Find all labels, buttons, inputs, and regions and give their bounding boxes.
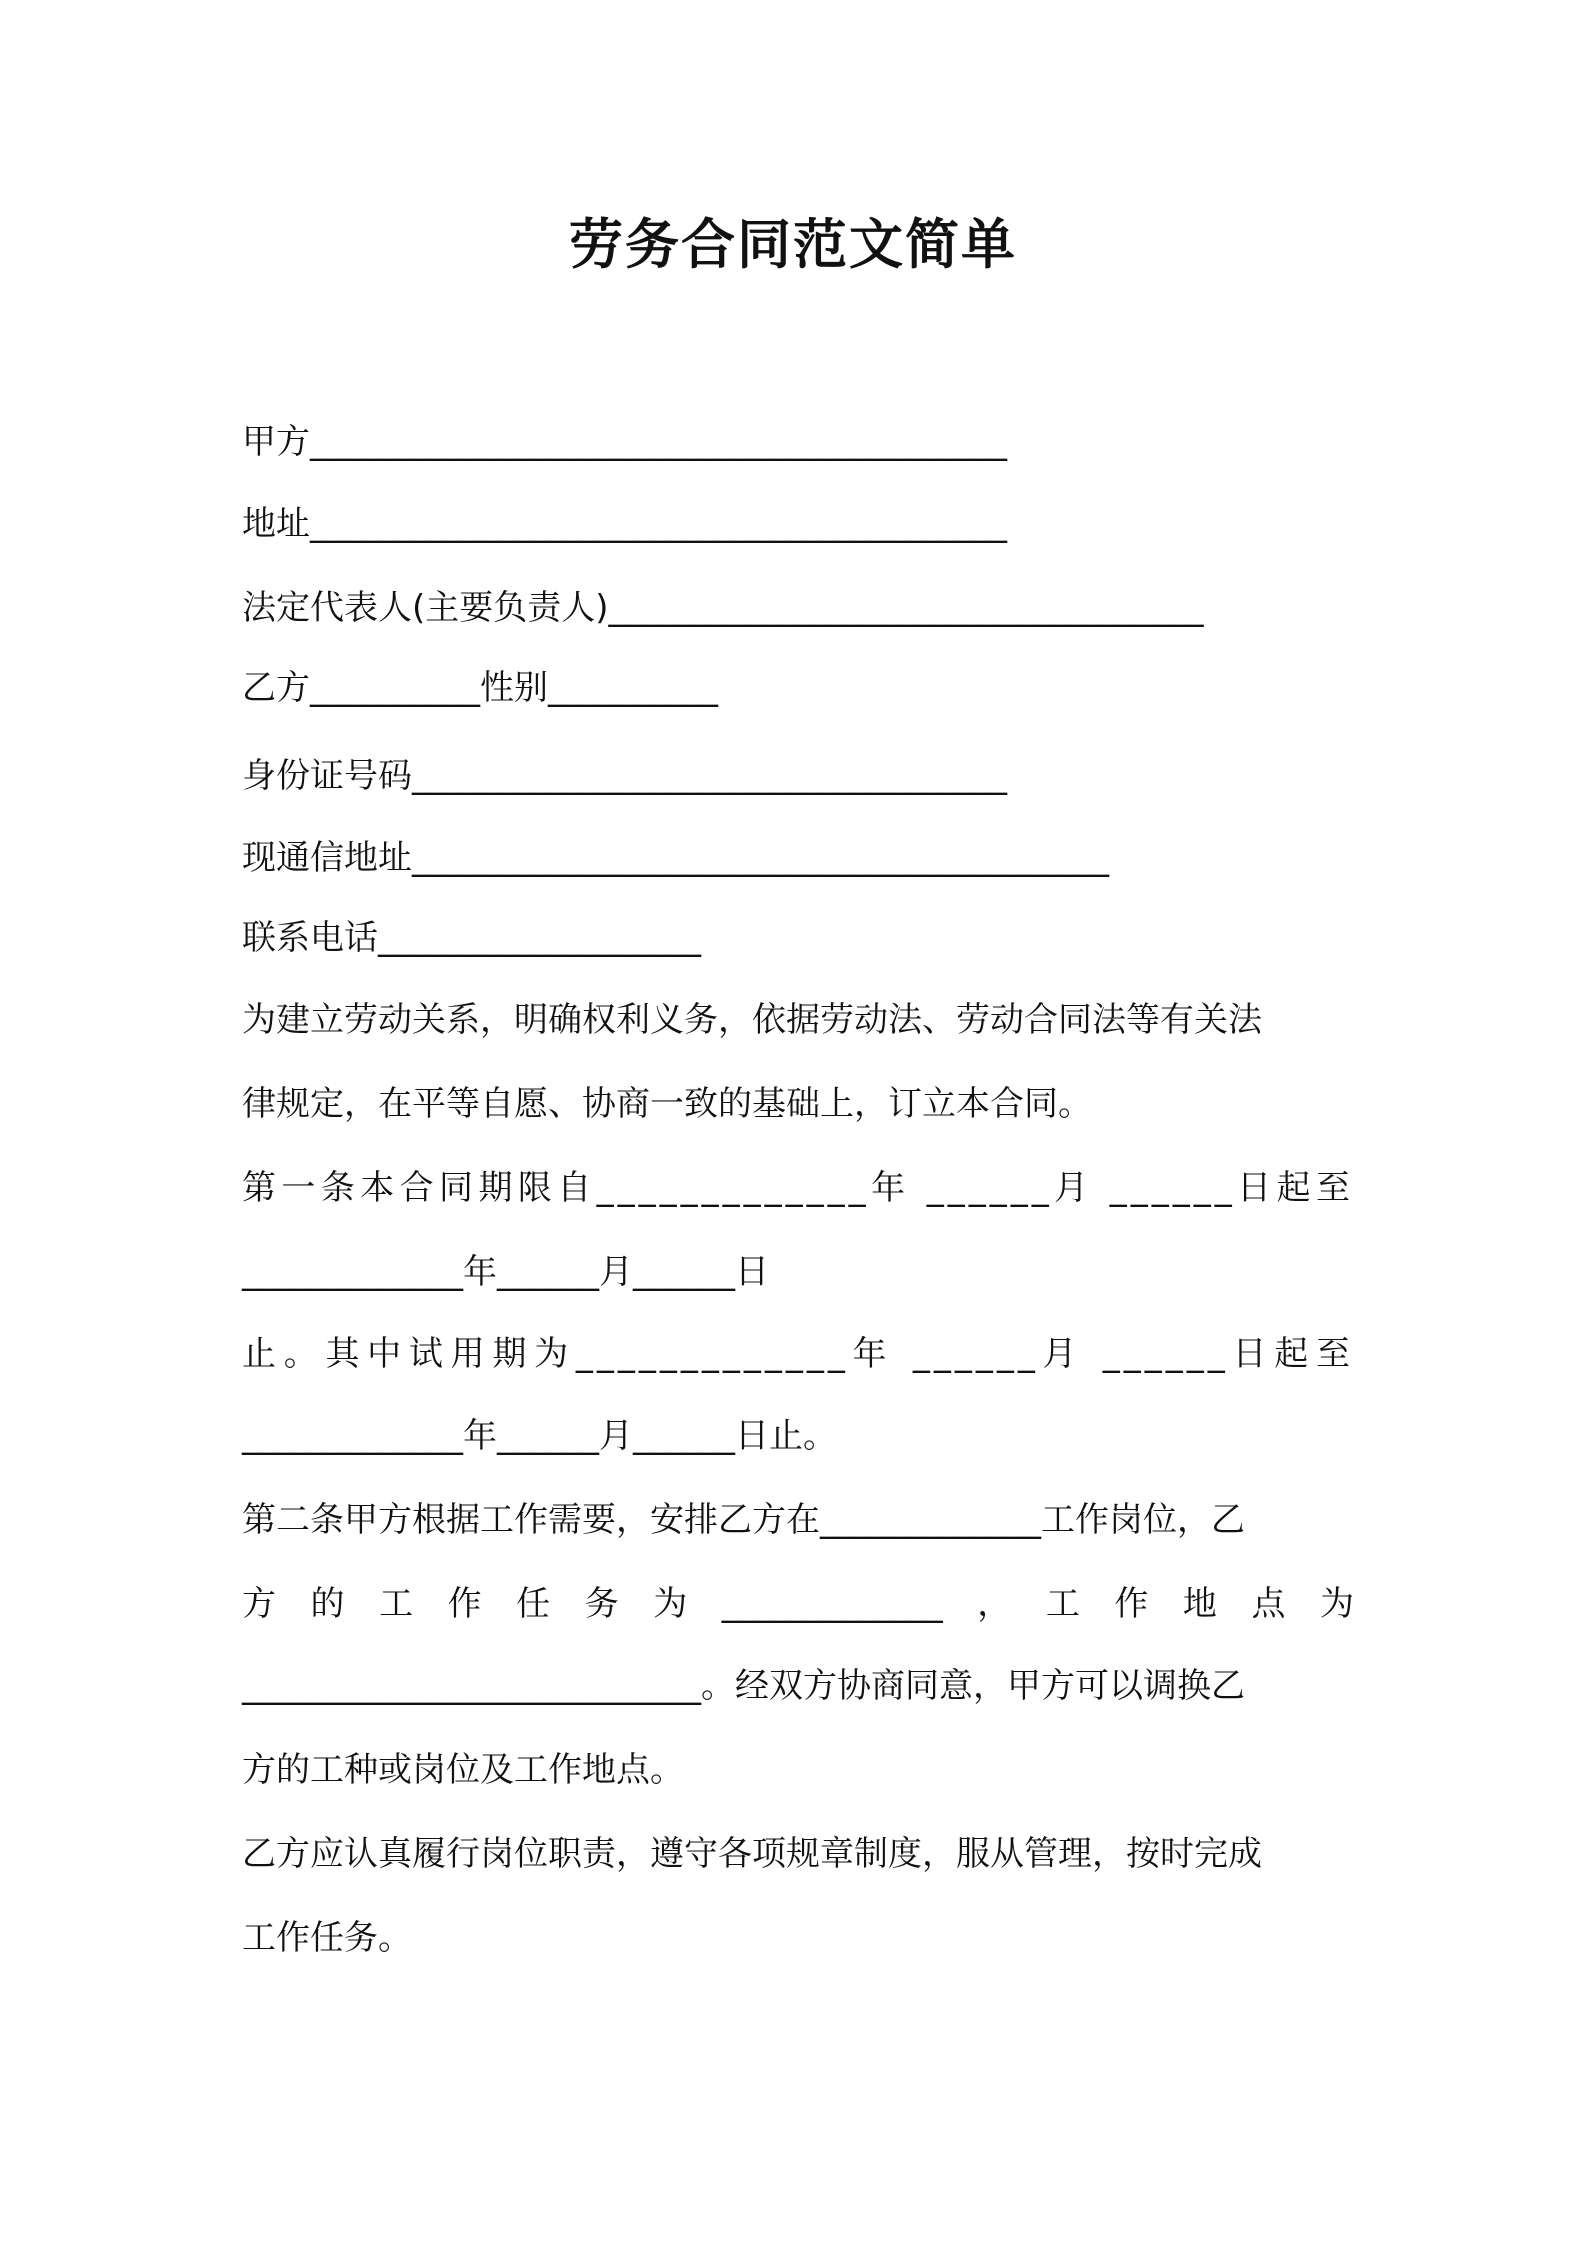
- intro-paragraph-line: 律规定，在平等自愿、协商一致的基础上，订立本合同。: [242, 1084, 1092, 1124]
- article-1-line: _____________年______月______日止。: [242, 1416, 837, 1456]
- party-b-gender-field: 乙方__________性别__________: [242, 668, 718, 708]
- article-2-line: ___________________________。经双方协商同意，甲方可以调换乙: [242, 1666, 1245, 1706]
- address-field: 地址_________________________________________: [242, 504, 1007, 544]
- party-a-field: 甲方_________________________________________: [242, 422, 1007, 462]
- phone-field: 联系电话___________________: [242, 918, 701, 958]
- article-2-line: 方的工种或岗位及工作地点。: [242, 1750, 684, 1790]
- duty-paragraph-line: 工作任务。: [242, 1918, 412, 1958]
- duty-paragraph-line: 乙方应认真履行岗位职责，遵守各项规章制度，服从管理，按时完成: [242, 1834, 1262, 1874]
- intro-paragraph-line: 为建立劳动关系，明确权利义务，依据劳动法、劳动合同法等有关法: [242, 1000, 1262, 1040]
- article-1-line: 止。其中试用期为_____________年 ______月 ______日起至: [242, 1334, 1354, 1374]
- mailing-address-field: 现通信地址_________________________________________: [242, 838, 1109, 878]
- article-2-line: 第二条甲方根据工作需要，安排乙方在_____________工作岗位，乙: [242, 1500, 1245, 1540]
- article-1-line: _____________年______月______日: [242, 1252, 769, 1292]
- legal-representative-field: 法定代表人(主要负责人)___________________________________: [242, 588, 1204, 628]
- article-2-line: 方的工作任务为_____________，工作地点为: [242, 1584, 1354, 1624]
- id-number-field: 身份证号码___________________________________: [242, 756, 1007, 796]
- document-title: 劳务合同范文简单: [569, 213, 1017, 276]
- article-1-line: 第一条本合同期限自_____________年 ______月 ______日起至: [242, 1168, 1354, 1208]
